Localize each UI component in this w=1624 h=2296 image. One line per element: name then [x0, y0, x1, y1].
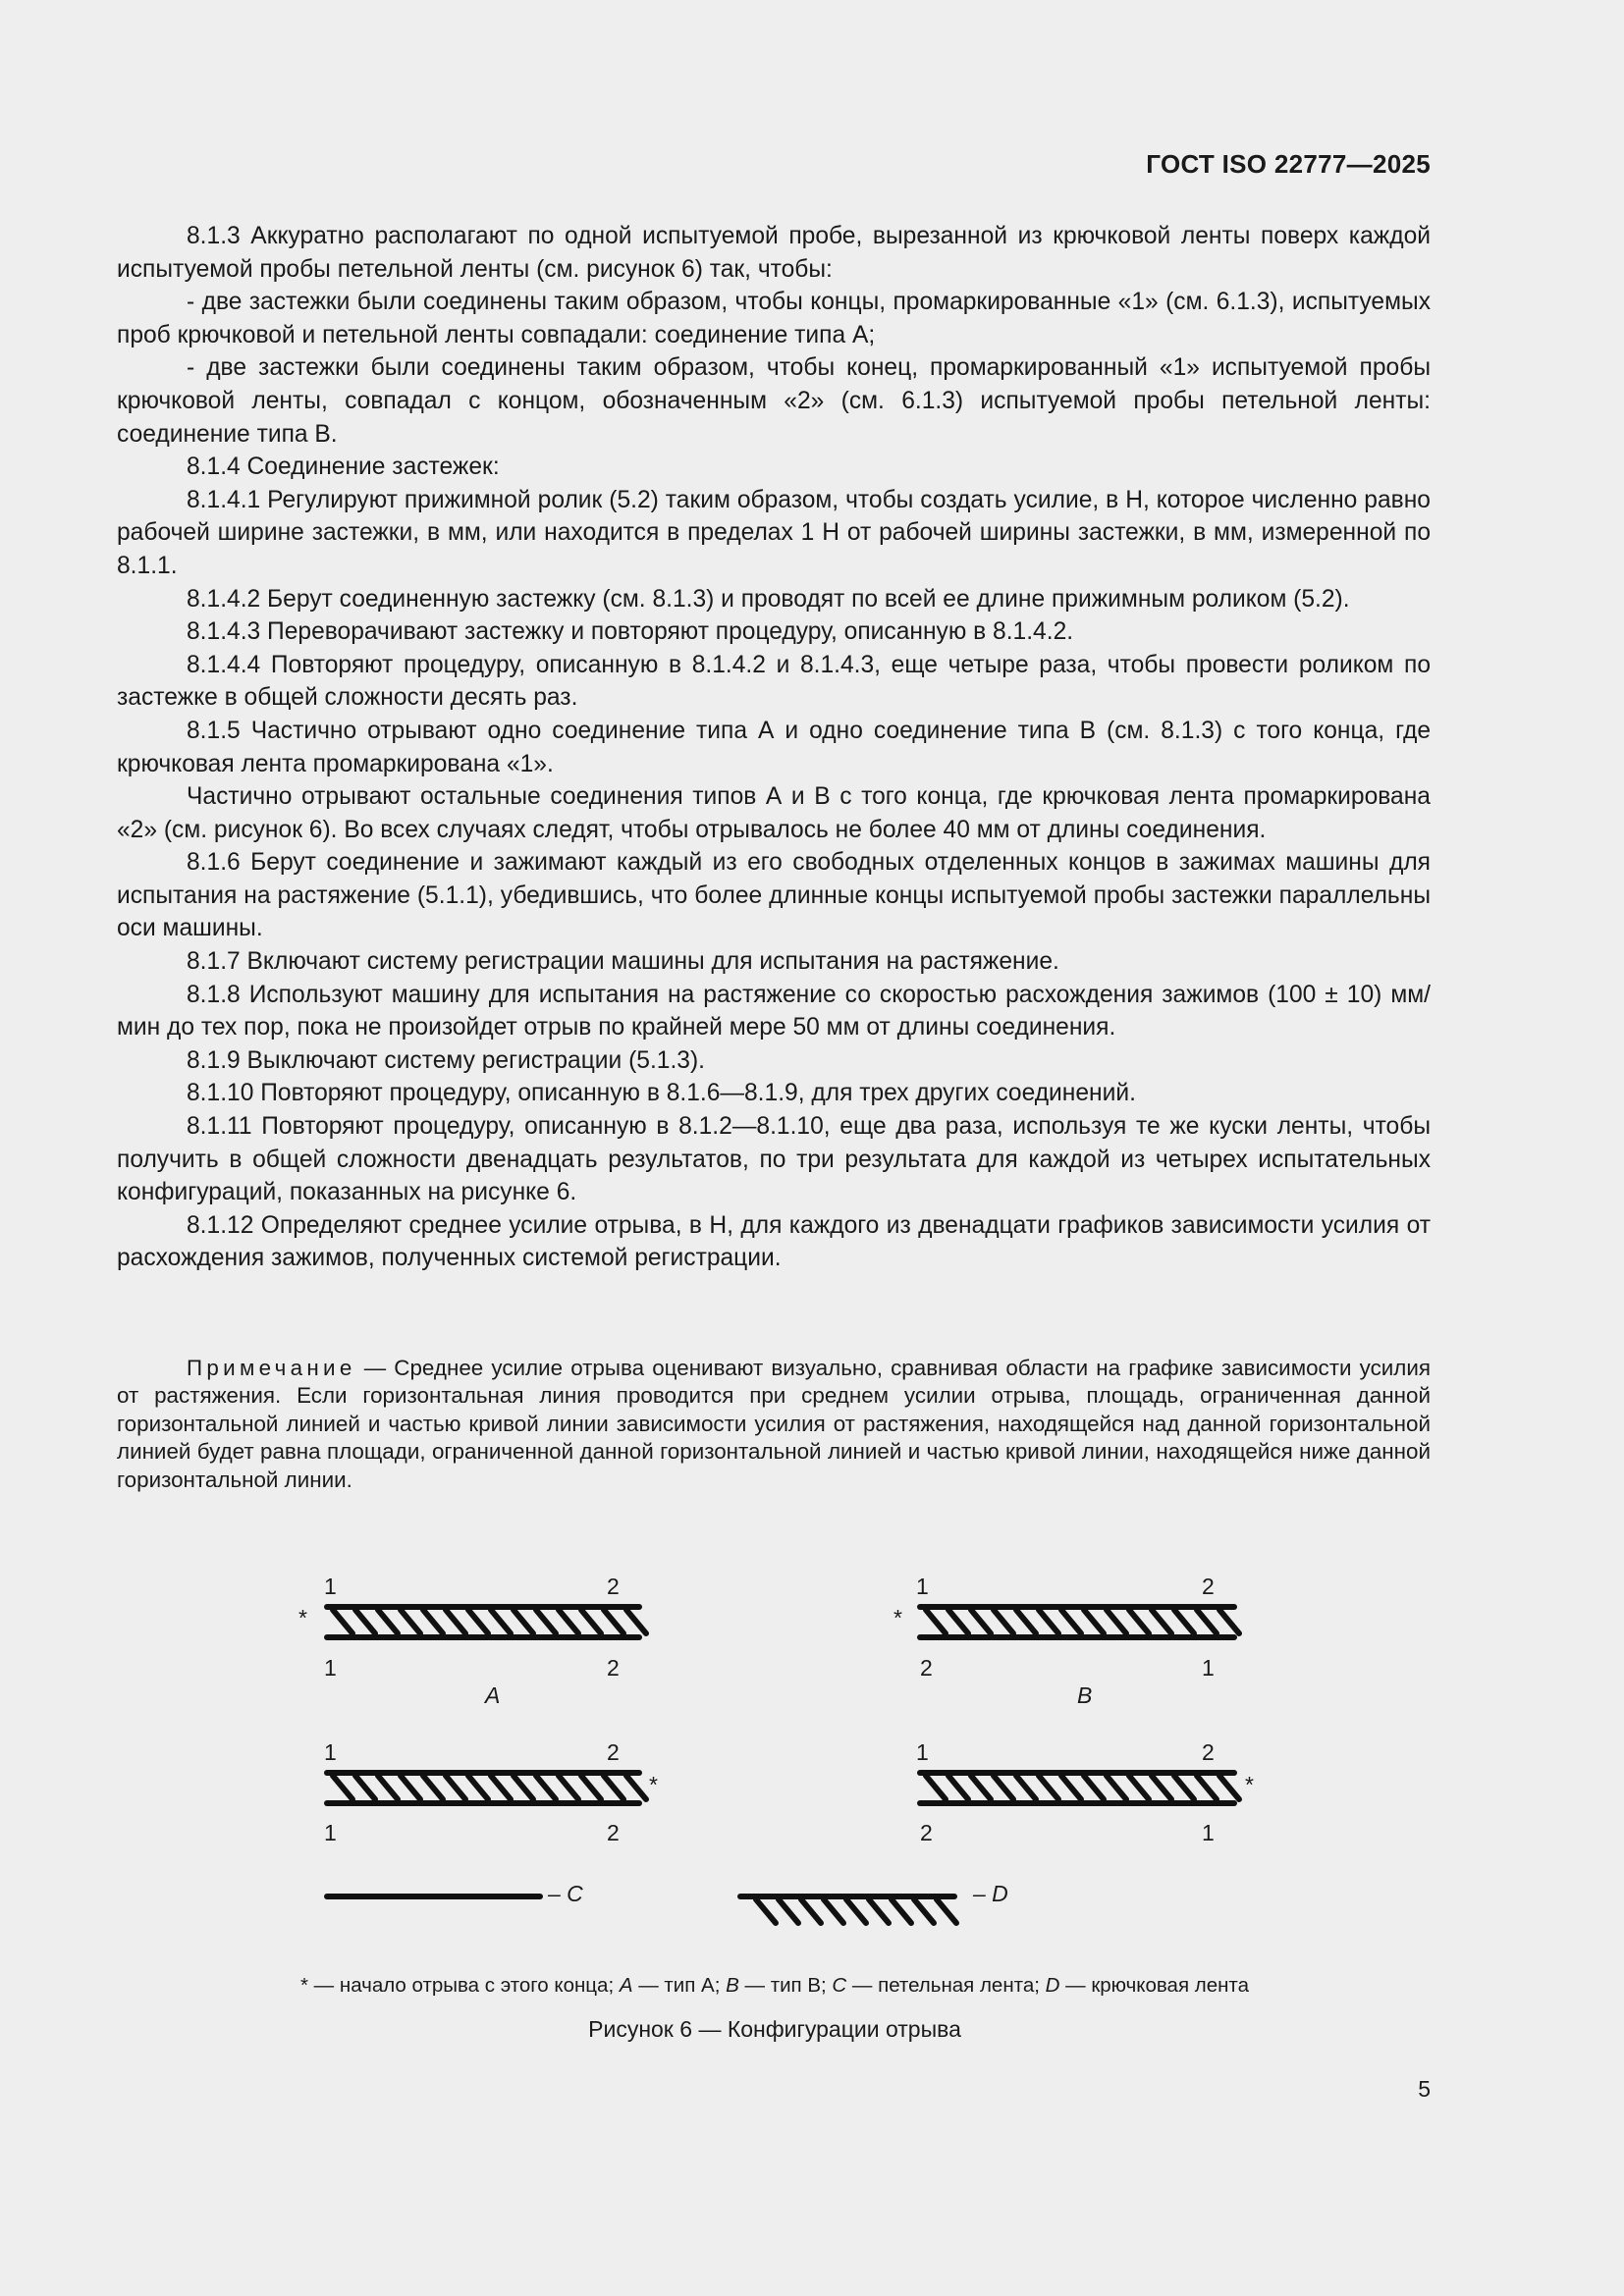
note-text: — Среднее усилие отрыва оценивают визуально, сравнивая области на графике зависимости усилия от растяжения. Если горизонтальная линия проводится при среднем усилии отрыва, площадь, ограниченная данной горизонтальной линией и частью кривой линии зависимости усилия от растяжения, находящейся над данной горизонтальной линией будет равна площади, ограниченной данной горизонтальной линией и частью кривой линии, находящейся ниже данной горизонтальной линии.	[117, 1356, 1431, 1492]
joint-a-hook	[604, 1610, 623, 1633]
joint-a-hook	[401, 1610, 420, 1633]
body-text	[117, 220, 1431, 1275]
joint-b-hook	[1152, 1610, 1171, 1633]
joint-b-hook	[1039, 1610, 1058, 1633]
joint-b-reversed-hook	[971, 1776, 991, 1799]
joint-a-hook	[581, 1610, 601, 1633]
joint-b-hook	[971, 1610, 991, 1633]
joint-a-reversed-hook	[423, 1776, 443, 1799]
joint-a-reversed-hook	[514, 1776, 533, 1799]
joint-b-reversed-hook	[1061, 1776, 1081, 1799]
legend-a-text: — тип А;	[632, 1974, 727, 1997]
joint-b-reversed-hook	[1197, 1776, 1217, 1799]
b-start-star: *	[893, 1605, 902, 1630]
joint-a-reversed-hook	[446, 1776, 465, 1799]
a-bottom-right-mark: 2	[607, 1655, 620, 1681]
b-top-left-mark: 1	[916, 1574, 929, 1599]
joint-a-reversed-hook	[626, 1776, 646, 1799]
joint-b-hook	[994, 1610, 1013, 1633]
a-start-star: *	[298, 1605, 307, 1630]
joint-b-reversed-hook	[926, 1776, 946, 1799]
joint-b-hook	[1197, 1610, 1217, 1633]
joint-b-reversed-hook	[1084, 1776, 1104, 1799]
list-item-type-b: - две застежки были соединены таким образом, чтобы конец, промаркированный «1» испытуемой пробы крючковой ленты, совпадал с концом, обозначенным «2» (см. 6.1.3) испытуемой пробы петельной ленты: соединение типа В.	[117, 354, 1431, 448]
joint-b-hook	[1129, 1610, 1149, 1633]
joint-a-reversed-hook	[559, 1776, 578, 1799]
type-a-label: A	[485, 1682, 501, 1708]
hook-tape-key-hook	[756, 1899, 776, 1923]
a2-top-right-mark: 2	[607, 1739, 620, 1765]
joint-b-hook	[1107, 1610, 1126, 1633]
joint-b-reversed-hook	[994, 1776, 1013, 1799]
joint-a-hook	[514, 1610, 533, 1633]
hook-tape-key-hook	[801, 1899, 821, 1923]
hook-tape-key-hook	[779, 1899, 798, 1923]
joint-a-hook	[446, 1610, 465, 1633]
hook-tape-key-hook	[846, 1899, 866, 1923]
joint-a-hook	[355, 1610, 375, 1633]
legend-star-text: — начало отрыва с этого конца;	[307, 1974, 620, 1997]
a2-bottom-left-mark: 1	[324, 1820, 337, 1845]
joint-a-hook	[536, 1610, 556, 1633]
list-item-type-a: - две застежки были соединены таким образом, чтобы концы, промаркированные «1» (см. 6.1.3), испытуемых проб крючковой и петельной ленты совпадали: соединение типа А;	[117, 289, 1431, 348]
b-top-right-mark: 2	[1202, 1574, 1215, 1599]
loop-tape-key-label: – C	[548, 1881, 583, 1906]
joint-b-reversed-hook	[1129, 1776, 1149, 1799]
paragraph-8-1-9: 8.1.9 Выключают систему регистрации (5.1.3).	[187, 1046, 705, 1074]
a2-top-left-mark: 1	[324, 1739, 337, 1765]
joint-b-reversed-hook	[1039, 1776, 1058, 1799]
joint-a-hook	[491, 1610, 511, 1633]
b-bottom-right-mark: 1	[1202, 1655, 1215, 1681]
legend-a: A	[619, 1974, 633, 1997]
paragraph-8-1-11: 8.1.11 Повторяют процедуру, описанную в 8.1.2—8.1.10, еще два раза, используя те же куски ленты, чтобы получить в общей сложности двенадцать результатов, по три результата для каждой из четырех испытательных конфигураций, показанных на рисунке 6.	[117, 1113, 1431, 1206]
joint-a-hook	[559, 1610, 578, 1633]
paragraph-8-1-4-3: 8.1.4.3 Переворачивают застежку и повторяют процедуру, описанную в 8.1.4.2.	[187, 618, 1074, 646]
type-b-label: B	[1077, 1682, 1093, 1708]
hook-tape-key-hook	[824, 1899, 843, 1923]
a-top-right-mark: 2	[607, 1574, 620, 1599]
b2-start-star: *	[1245, 1772, 1254, 1797]
hook-tape-key-hook	[914, 1899, 934, 1923]
legend-star: *	[300, 1974, 308, 1997]
paragraph-8-1-4-4: 8.1.4.4 Повторяют процедуру, описанную в 8.1.4.2 и 8.1.4.3, еще четыре раза, чтобы провести роликом по застежке в общей сложности десять раз.	[117, 651, 1431, 712]
note	[117, 1355, 1431, 1494]
hook-tape-key-hook	[869, 1899, 889, 1923]
note-label: Примечание	[187, 1356, 356, 1380]
joint-b-hook	[1219, 1610, 1239, 1633]
joint-b-hook	[1084, 1610, 1104, 1633]
a2-bottom-right-mark: 2	[607, 1820, 620, 1845]
joint-b-reversed-hook	[1107, 1776, 1126, 1799]
joint-b-hook	[1016, 1610, 1036, 1633]
joint-b-reversed-hook	[1152, 1776, 1171, 1799]
joint-b-reversed-hook	[1016, 1776, 1036, 1799]
a-top-left-mark: 1	[324, 1574, 337, 1599]
b2-bottom-left-mark: 2	[920, 1820, 933, 1845]
hook-tape-key-hook	[937, 1899, 956, 1923]
joint-b-hook	[1174, 1610, 1194, 1633]
joint-a-reversed-hook	[491, 1776, 511, 1799]
joint-a-hook	[378, 1610, 398, 1633]
hook-tape-key-label: – D	[973, 1881, 1008, 1906]
hook-tape-key-hook	[892, 1899, 911, 1923]
page-number: 5	[1418, 2076, 1431, 2102]
paragraph-8-1-12: 8.1.12 Определяют среднее усилие отрыва, в Н, для каждого из двенадцати графиков зависимости усилия от расхождения зажимов, полученных системой регистрации.	[117, 1211, 1431, 1272]
legend-d-text: — крючковая лента	[1059, 1974, 1249, 1997]
paragraph-8-1-10: 8.1.10 Повторяют процедуру, описанную в 8.1.6—8.1.9, для трех других соединений.	[187, 1080, 1136, 1107]
legend-b: B	[726, 1974, 739, 1997]
b2-top-right-mark: 2	[1202, 1739, 1215, 1765]
joint-a-reversed-hook	[581, 1776, 601, 1799]
joint-a-hook	[333, 1610, 352, 1633]
joint-a-reversed-hook	[468, 1776, 488, 1799]
joint-a-hook	[423, 1610, 443, 1633]
paragraph-8-1-8: 8.1.8 Используют машину для испытания на растяжение со скоростью расхождения зажимов (100 ± 10) мм/мин до тех пор, пока не произойдет отрыв по крайней мере 50 мм от длины соединения.	[117, 981, 1431, 1041]
b2-top-left-mark: 1	[916, 1739, 929, 1765]
joint-b-hook	[1061, 1610, 1081, 1633]
legend-c: C	[832, 1974, 847, 1997]
joint-a-reversed-hook	[378, 1776, 398, 1799]
joint-a-reversed-hook	[355, 1776, 375, 1799]
b2-bottom-right-mark: 1	[1202, 1820, 1215, 1845]
joint-a-reversed-hook	[536, 1776, 556, 1799]
joint-b-reversed-hook	[1219, 1776, 1239, 1799]
joint-b-hook	[926, 1610, 946, 1633]
joint-a-hook	[468, 1610, 488, 1633]
joint-b-reversed-hook	[948, 1776, 968, 1799]
b-bottom-left-mark: 2	[920, 1655, 933, 1681]
joint-a-reversed-hook	[333, 1776, 352, 1799]
figure-legend	[0, 1974, 1549, 1998]
paragraph-8-1-4-1: 8.1.4.1 Регулируют прижимной ролик (5.2) таким образом, чтобы создать усилие, в Н, которое численно равно рабочей ширине застежки, в мм, или находится в пределах 1 Н от рабочей ширины застежки, в мм, измеренной по 8.1.1.	[117, 486, 1431, 579]
joint-a-hook	[626, 1610, 646, 1633]
standard-header: ГОСТ ISO 22777—2025	[1146, 149, 1431, 179]
paragraph-8-1-7: 8.1.7 Включают систему регистрации машины для испытания на растяжение.	[187, 948, 1059, 976]
joint-a-reversed-hook	[604, 1776, 623, 1799]
paragraph-8-1-5-continued: Частично отрывают остальные соединения типов А и В с того конца, где крючковая лента промаркирована «2» (см. рисунок 6). Во всех случаях следят, чтобы отрывалось не более 40 мм от длины соединения.	[117, 783, 1431, 843]
legend-b-text: — тип В;	[738, 1974, 833, 1997]
paragraph-8-1-4-2: 8.1.4.2 Берут соединенную застежку (см. 8.1.3) и проводят по всей ее длине прижимным роликом (5.2).	[187, 585, 1350, 613]
figure-caption: Рисунок 6 — Конфигурации отрыва	[588, 2016, 961, 2042]
a2-start-star: *	[649, 1772, 658, 1797]
a-bottom-left-mark: 1	[324, 1655, 337, 1681]
joint-b-hook	[948, 1610, 968, 1633]
joint-b-reversed-hook	[1174, 1776, 1194, 1799]
paragraph-8-1-5: 8.1.5 Частично отрывают одно соединение типа А и одно соединение типа В (см. 8.1.3) с того конца, где крючковая лента промаркирована «1».	[117, 717, 1431, 777]
legend-c-text: — петельная лента;	[846, 1974, 1046, 1997]
legend-d: D	[1045, 1974, 1060, 1997]
paragraph-8-1-6: 8.1.6 Берут соединение и зажимают каждый из его свободных отделенных концов в зажимах машины для испытания на растяжение (5.1.1), убедившись, что более длинные концы испытуемой пробы застежки параллельны оси машины.	[117, 849, 1431, 942]
paragraph-8-1-4: 8.1.4 Соединение застежек:	[187, 454, 500, 481]
joint-a-reversed-hook	[401, 1776, 420, 1799]
paragraph-8-1-3: 8.1.3 Аккуратно располагают по одной испытуемой пробе, вырезанной из крючковой ленты поверх каждой испытуемой пробы петельной ленты (см. рисунок 6) так, чтобы:	[117, 223, 1431, 283]
